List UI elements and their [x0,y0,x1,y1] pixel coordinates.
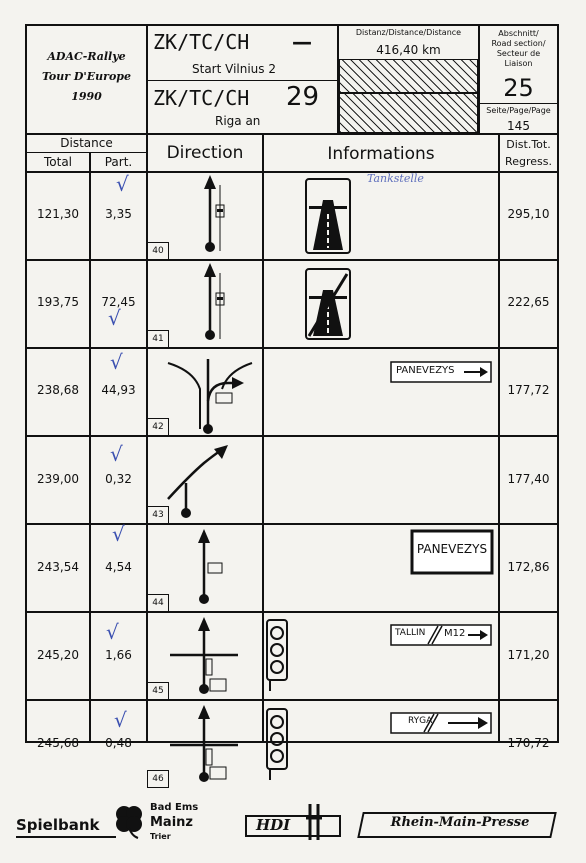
row-number: 42 [147,418,169,436]
checkmark: √ [114,708,127,732]
distance-label: Distanz/Distance/Distance [355,28,462,37]
section-value: 25 [503,74,534,102]
motorway-end-icon [305,268,351,340]
row-part: 1,66 [105,648,132,662]
row-regress: 171,20 [507,648,550,662]
direction-sign [390,712,492,734]
spielbank-underline [16,836,116,838]
row-number: 46 [147,770,169,788]
border-right [557,24,559,742]
to-place: Riga an [215,114,261,128]
rally-year: 1990 [71,90,102,103]
page-value: 145 [507,119,530,133]
header-mid-line [147,80,338,81]
direction-straight-icon [148,173,262,259]
col-total: Total [43,155,73,169]
row-part: 0,48 [105,736,132,750]
section-label-4: Liaison [504,59,533,68]
hatched-area-2 [339,93,478,133]
row-regress: 170,72 [507,736,550,750]
from-place: Start Vilnius 2 [192,62,276,76]
row-regress: 295,10 [507,207,550,221]
checkmark: √ [106,620,119,644]
to-code: ZK/TC/CH [153,86,250,110]
distance-subline [26,152,146,153]
col-divider-direction-info [262,171,264,742]
direction-straight-icon [148,525,262,611]
checkmark: √ [108,306,121,330]
row-total: 121,30 [37,207,79,221]
row-number: 41 [147,330,169,348]
col-informations: Informations [327,144,435,164]
sponsor-footer [12,796,586,856]
direction-crossroads-straight-icon [148,701,262,787]
row-separator [25,347,559,349]
page-label: Seite/Page/Page [486,106,551,115]
trier-text: Trier [150,832,171,841]
bad-ems-text: Bad Ems [150,802,199,813]
checkmark: √ [110,350,123,374]
row-total: 239,00 [37,472,79,486]
row-regress: 177,40 [507,472,550,486]
checkmark: √ [112,522,125,546]
row-separator [25,699,559,701]
section-label-2: Road section/ [491,39,546,48]
section-label-3: Secteur de [496,49,541,58]
col-distance: Distance [60,136,113,150]
sign-text: PANEVEZYS [416,542,488,556]
row-regress: 222,65 [507,295,550,309]
row-number: 40 [147,242,169,260]
col-regress: Regress. [505,155,552,168]
row-separator [25,435,559,437]
spielbank-logo-text: Spielbank [16,816,100,834]
section-page-line [479,103,558,104]
col-direction: Direction [166,143,244,163]
row-total: 238,68 [37,383,79,397]
sign-text: TALLIN [395,628,426,638]
traffic-light-icon [266,619,290,693]
row-total: 245,20 [37,648,79,662]
motorway-start-icon [305,178,351,254]
row-total: 193,75 [37,295,79,309]
row-number: 43 [147,506,169,524]
row-part: 44,93 [101,383,136,397]
sign-text: RYGA [408,716,433,726]
row-total-7: 245,68 [37,736,79,750]
row-total: 243,54 [37,560,79,574]
direction-crossroads-straight-icon [148,613,262,699]
section-label-1: Abschnitt/ [498,29,539,38]
column-header-bottom [25,171,559,173]
rally-subtitle: Tour D'Europe [42,70,131,83]
col-part: Part. [104,155,133,169]
rmp-logo-text: Rhein-Main-Presse [390,815,530,830]
row-part: 72,45 [101,295,136,309]
row-regress: 177,72 [507,383,550,397]
row-separator [25,523,559,525]
row-number: 45 [147,682,169,700]
row-part: 4,54 [105,560,132,574]
clover-icon [110,802,148,840]
checkmark: √ [116,172,129,196]
row-regress: 172,86 [507,560,550,574]
row-separator [25,611,559,613]
handwritten-note: Tankstelle [367,172,424,185]
sign-text: PANEVEZYS [396,365,455,376]
row-part: 3,35 [105,207,132,221]
to-number: 29 [286,82,320,112]
from-dash: — [292,30,312,54]
direction-straight-icon [148,261,262,347]
from-code: ZK/TC/CH [153,30,250,54]
hdi-logo-text: HDI [256,816,291,834]
hatched-area-1 [339,59,478,93]
row-number: 44 [147,594,169,612]
traffic-light-icon [266,708,290,782]
row-separator [25,259,559,261]
mainz-text: Mainz [150,815,193,830]
col-dist-tot: Dist.Tot. [506,138,551,151]
checkmark: √ [110,442,123,466]
rally-name: ADAC-Rallye [47,50,126,63]
sign-text-road: M12 [444,628,466,639]
distance-value: 416,40 km [376,43,441,57]
direction-bear-right-icon [148,437,262,523]
direction-exit-right-icon [148,349,262,435]
header-bottom-line [25,133,559,135]
row-part: 0,32 [105,472,132,486]
